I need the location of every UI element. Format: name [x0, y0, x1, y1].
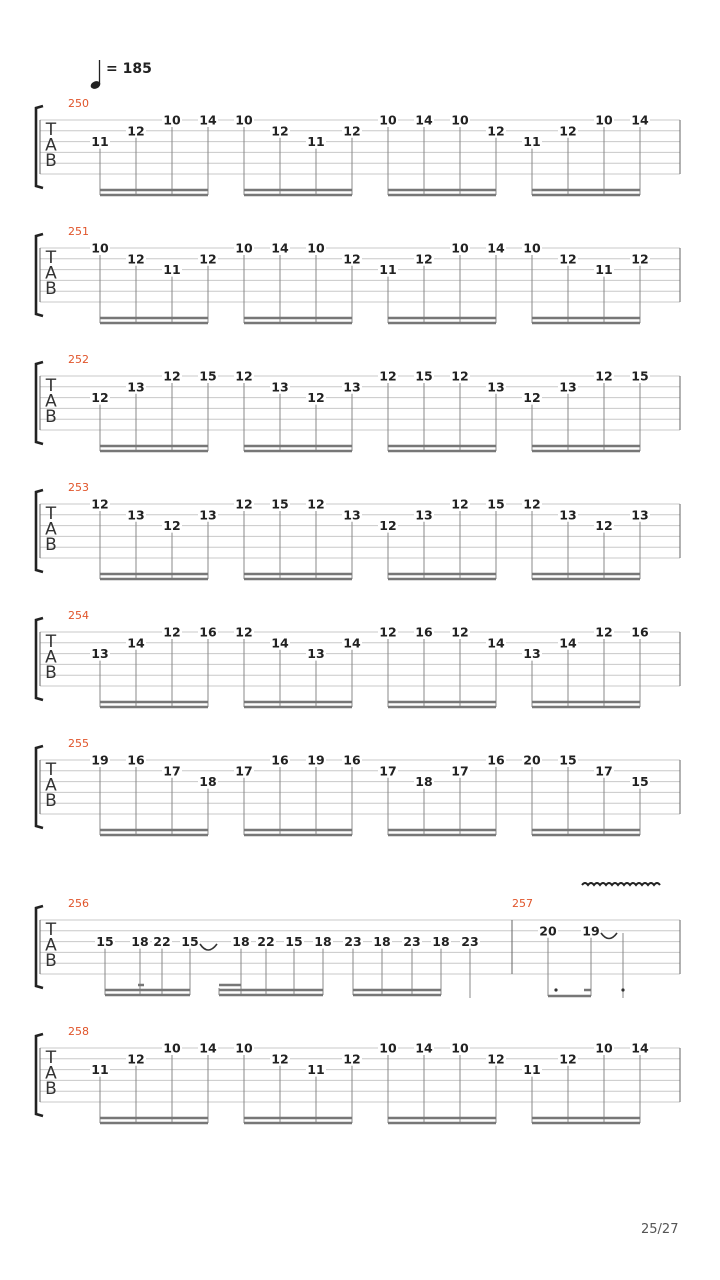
fret-number: 14	[487, 240, 505, 256]
fret-number: 16	[343, 752, 361, 768]
fret-number: 12	[235, 624, 253, 640]
tab-clef-letter: A	[45, 519, 57, 540]
fret-number: 11	[523, 134, 541, 150]
measure-number: 253	[68, 481, 89, 494]
fret-number: 11	[595, 262, 613, 278]
tab-clef-letter: B	[45, 1079, 57, 1099]
fret-number: 10	[595, 1040, 613, 1056]
measure-number: 256	[68, 897, 89, 910]
fret-number: 12	[559, 123, 577, 139]
fret-number: 12	[559, 251, 577, 267]
fret-number: 11	[91, 1062, 109, 1078]
fret-number: 15	[271, 496, 289, 512]
fret-number: 18	[199, 774, 217, 790]
fret-number: 12	[523, 496, 541, 512]
fret-number: 16	[487, 752, 505, 768]
fret-number: 16	[271, 752, 289, 768]
fret-number: 17	[451, 763, 469, 779]
fret-number: 17	[163, 763, 181, 779]
fret-number: 10	[235, 240, 253, 256]
fret-number: 12	[451, 368, 469, 384]
fret-number: 10	[235, 112, 253, 128]
fret-number: 16	[127, 752, 145, 768]
fret-number: 12	[271, 123, 289, 139]
fret-number: 13	[559, 379, 577, 395]
fret-number: 14	[343, 635, 361, 651]
fret-number: 12	[559, 1051, 577, 1067]
fret-number: 18	[131, 934, 149, 950]
fret-number: 13	[343, 507, 361, 523]
fret-number: 12	[127, 1051, 145, 1067]
fret-number: 18	[432, 934, 450, 950]
fret-number: 11	[379, 262, 397, 278]
fret-number: 11	[307, 1062, 325, 1078]
fret-number: 12	[307, 496, 325, 512]
fret-number: 11	[307, 134, 325, 150]
fret-number: 12	[451, 624, 469, 640]
fret-number: 14	[559, 635, 577, 651]
dot	[554, 988, 557, 991]
fret-number: 13	[487, 379, 505, 395]
fret-number: 13	[91, 646, 109, 662]
fret-number: 12	[163, 368, 181, 384]
measure-number: 251	[68, 225, 89, 238]
fret-number: 12	[595, 518, 613, 534]
tab-clef-letter: T	[45, 376, 57, 396]
fret-number: 14	[487, 635, 505, 651]
fret-number: 13	[559, 507, 577, 523]
fret-number: 16	[199, 624, 217, 640]
tab-clef-letter: A	[45, 647, 57, 668]
tempo-value: = 185	[106, 61, 152, 77]
fret-number: 12	[307, 390, 325, 406]
fret-number: 10	[307, 240, 325, 256]
fret-number: 14	[127, 635, 145, 651]
fret-number: 20	[523, 752, 541, 768]
fret-number: 12	[343, 251, 361, 267]
measure-number: 254	[68, 609, 89, 622]
fret-number: 14	[631, 112, 649, 128]
fret-number: 13	[343, 379, 361, 395]
tab-clef-letter: T	[45, 760, 57, 780]
tab-clef-letter: B	[45, 791, 57, 811]
fret-number: 10	[451, 1040, 469, 1056]
fret-number: 14	[415, 1040, 433, 1056]
fret-number: 13	[271, 379, 289, 395]
fret-number: 10	[91, 240, 109, 256]
fret-number: 10	[451, 240, 469, 256]
fret-number: 17	[595, 763, 613, 779]
fret-number: 12	[451, 496, 469, 512]
fret-number: 12	[163, 518, 181, 534]
fret-number: 12	[487, 123, 505, 139]
fret-number: 10	[163, 112, 181, 128]
fret-number: 12	[343, 1051, 361, 1067]
fret-number: 12	[523, 390, 541, 406]
fret-number: 15	[96, 934, 114, 950]
fret-number: 12	[127, 251, 145, 267]
fret-number: 15	[415, 368, 433, 384]
tab-clef-letter: A	[45, 135, 57, 156]
fret-number: 16	[415, 624, 433, 640]
fret-number: 14	[271, 635, 289, 651]
fret-number: 12	[487, 1051, 505, 1067]
tab-clef-letter: A	[45, 935, 57, 956]
fret-number: 12	[163, 624, 181, 640]
tab-clef-letter: A	[45, 775, 57, 796]
fret-number: 10	[523, 240, 541, 256]
fret-number: 12	[631, 251, 649, 267]
fret-number: 12	[235, 368, 253, 384]
fret-number: 23	[403, 934, 421, 950]
fret-number: 13	[307, 646, 325, 662]
fret-number: 14	[631, 1040, 649, 1056]
tab-clef-letter: A	[45, 391, 57, 412]
fret-number: 10	[595, 112, 613, 128]
fret-number: 10	[379, 1040, 397, 1056]
tie-arc	[601, 933, 617, 939]
fret-number: 11	[523, 1062, 541, 1078]
tab-clef-letter: B	[45, 951, 57, 971]
fret-number: 19	[582, 923, 600, 939]
fret-number: 15	[631, 368, 649, 384]
fret-number: 17	[379, 763, 397, 779]
fret-number: 12	[271, 1051, 289, 1067]
tab-clef-letter: T	[45, 504, 57, 524]
vibrato-mark	[582, 883, 660, 885]
fret-number: 13	[631, 507, 649, 523]
fret-number: 12	[595, 624, 613, 640]
tab-clef-letter: B	[45, 279, 57, 299]
fret-number: 14	[415, 112, 433, 128]
fret-number: 22	[153, 934, 171, 950]
fret-number: 12	[127, 123, 145, 139]
fret-number: 14	[271, 240, 289, 256]
fret-number: 14	[199, 1040, 217, 1056]
fret-number: 10	[451, 112, 469, 128]
fret-number: 12	[595, 368, 613, 384]
fret-number: 13	[127, 507, 145, 523]
fret-number: 10	[379, 112, 397, 128]
fret-number: 14	[199, 112, 217, 128]
tab-clef-letter: T	[45, 1048, 57, 1068]
tab-clef-letter: A	[45, 1063, 57, 1084]
fret-number: 12	[91, 496, 109, 512]
tie-arc	[200, 944, 217, 950]
fret-number: 12	[343, 123, 361, 139]
tab-clef-letter: T	[45, 920, 57, 940]
page-number: 25/27	[641, 1222, 679, 1237]
fret-number: 16	[631, 624, 649, 640]
measure-number: 257	[512, 897, 533, 910]
measure-number: 258	[68, 1025, 89, 1038]
tab-clef-letter: A	[45, 263, 57, 284]
fret-number: 23	[344, 934, 362, 950]
dot	[621, 988, 624, 991]
fret-number: 22	[257, 934, 275, 950]
fret-number: 15	[285, 934, 303, 950]
fret-number: 18	[232, 934, 250, 950]
tab-clef-letter: T	[45, 248, 57, 268]
measure-number: 252	[68, 353, 89, 366]
measure-number: 255	[68, 737, 89, 750]
fret-number: 12	[379, 624, 397, 640]
fret-number: 13	[199, 507, 217, 523]
fret-number: 15	[199, 368, 217, 384]
fret-number: 10	[163, 1040, 181, 1056]
fret-number: 11	[163, 262, 181, 278]
tab-clef-letter: B	[45, 151, 57, 171]
fret-number: 15	[559, 752, 577, 768]
fret-number: 12	[91, 390, 109, 406]
fret-number: 12	[415, 251, 433, 267]
measure-number: 250	[68, 97, 89, 110]
fret-number: 12	[235, 496, 253, 512]
tab-clef-letter: T	[45, 120, 57, 140]
fret-number: 13	[415, 507, 433, 523]
fret-number: 19	[307, 752, 325, 768]
fret-number: 20	[539, 923, 557, 939]
fret-number: 23	[461, 934, 479, 950]
tab-clef-letter: B	[45, 407, 57, 427]
fret-number: 10	[235, 1040, 253, 1056]
fret-number: 11	[91, 134, 109, 150]
fret-number: 19	[91, 752, 109, 768]
fret-number: 18	[373, 934, 391, 950]
fret-number: 17	[235, 763, 253, 779]
fret-number: 15	[181, 934, 199, 950]
fret-number: 12	[379, 368, 397, 384]
fret-number: 18	[415, 774, 433, 790]
fret-number: 12	[379, 518, 397, 534]
fret-number: 18	[314, 934, 332, 950]
fret-number: 13	[523, 646, 541, 662]
tab-clef-letter: T	[45, 632, 57, 652]
fret-number: 15	[631, 774, 649, 790]
tab-clef-letter: B	[45, 663, 57, 683]
tab-clef-letter: B	[45, 535, 57, 555]
fret-number: 13	[127, 379, 145, 395]
fret-number: 15	[487, 496, 505, 512]
fret-number: 12	[199, 251, 217, 267]
